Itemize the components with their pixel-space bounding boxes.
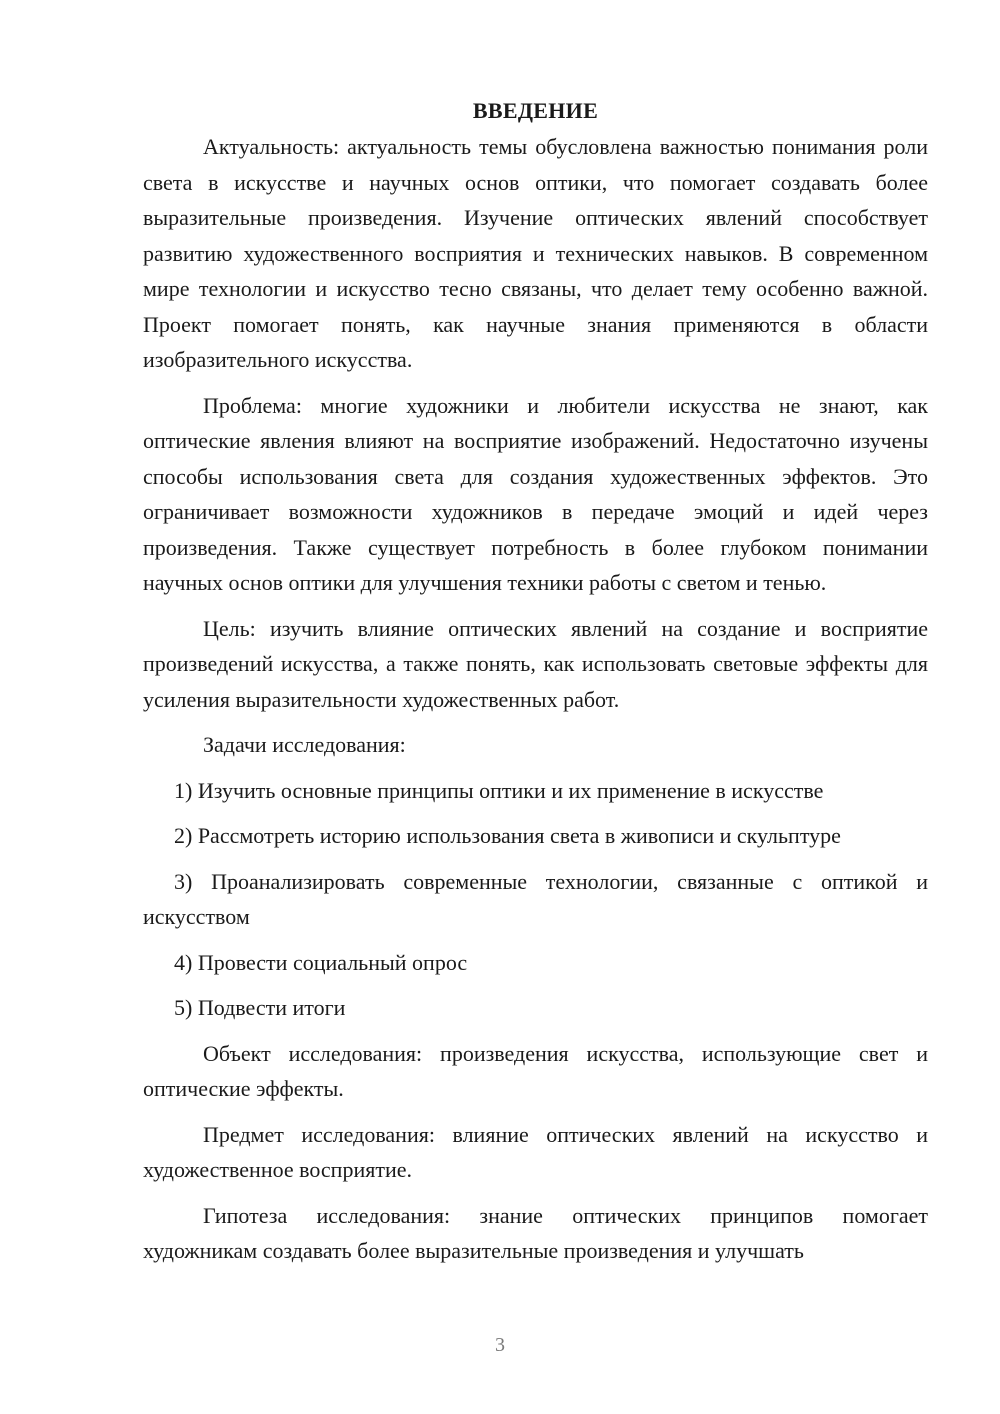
section-title: ВВЕДЕНИЕ [472,98,599,123]
page-number: 3 [495,1334,505,1356]
task-item-2: 2) Рассмотреть историю использования света в живописи и скульптуре [174,823,841,848]
document-page [143,93,928,1279]
paragraph-goal: Цель: изучить влияние оптических явлений на создание и восприятие произведений искусства, а также понять, как использовать световые эффекты для усиления выразительности художественных работ. [143,615,928,712]
tasks-heading: Задачи исследования: [203,732,406,757]
task-item-4: 4) Провести социальный опрос [174,949,468,975]
paragraph-subject: Предмет исследования: влияние оптических явлений на искусство и художественное восприятие. [143,1121,928,1182]
paragraph-problem: Проблема: многие художники и любители искусства не знают, как оптические явления влияют на восприятие изображений. Недостаточно изучены способы использования света для создания художественных эффектов. Это ограничивает возможности художников в передаче эмоций и идей через произведения. Также существует потребность в более глубоком понимании научных основ оптики для улучшения техники работы с светом и тенью. [143,392,928,595]
paragraph-relevance: Актуальность: актуальность темы обусловлена важностью понимания роли света в искусстве и научных основ оптики, что помогает создавать более выразительные произведения. Изучение оптических явлений способствует развитию художественного восприятия и технических навыков. В современном мире технологии и искусство тесно связаны, что делает тему особенно важной. Проект помогает понять, как научные знания применяются в области изобразительного искусства. [143,134,928,372]
paragraph-hypothesis: Гипотеза исследования: знание оптических принципов помогает художникам создавать более выразительные произведения и улучшать [143,1202,928,1263]
task-item-1: 1) Изучить основные принципы оптики и их применение в искусстве [174,777,824,803]
task-item-3: 3) Проанализировать современные технологии, связанные с оптикой и искусством [143,868,928,929]
task-item-5: 5) Подвести итоги [174,995,346,1020]
paragraph-object: Объект исследования: произведения искусства, использующие свет и оптические эффекты. [143,1040,928,1101]
